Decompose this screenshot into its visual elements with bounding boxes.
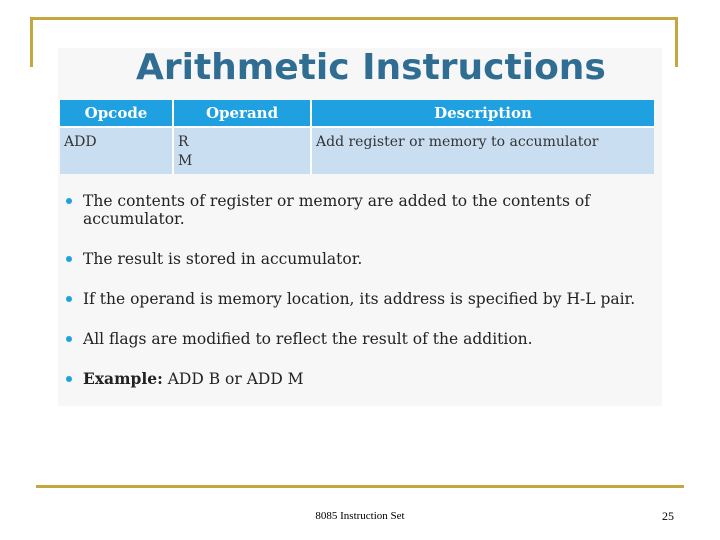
operand-register: R bbox=[178, 134, 189, 150]
list-item bbox=[64, 370, 654, 388]
example-label: Example: bbox=[83, 369, 163, 388]
cell-opcode: ADD bbox=[60, 127, 173, 174]
list-item bbox=[64, 330, 654, 348]
header-operand: Operand bbox=[173, 100, 311, 127]
page-number: 25 bbox=[662, 509, 674, 523]
operand-memory: M bbox=[178, 153, 193, 169]
footer-title: 8085 Instruction Set bbox=[315, 510, 405, 522]
list-item bbox=[64, 192, 654, 228]
header-opcode: Opcode bbox=[60, 100, 173, 127]
header-description: Description bbox=[311, 100, 654, 127]
table-header-row bbox=[60, 100, 654, 127]
list-item bbox=[64, 250, 654, 268]
bullet-dot-icon bbox=[66, 256, 72, 262]
bullet-text: The contents of register or memory are added to the contents of accumulator. bbox=[83, 192, 590, 228]
frame-right-rule bbox=[675, 17, 678, 67]
bullet-text: All flags are modified to reflect the result of the addition. bbox=[83, 330, 533, 348]
bullet-dot-icon bbox=[66, 376, 72, 382]
list-item bbox=[64, 290, 654, 308]
bullet-list bbox=[64, 192, 654, 410]
bullet-text: The result is stored in accumulator. bbox=[83, 250, 363, 268]
example-text: ADD B or ADD M bbox=[162, 370, 304, 388]
instruction-table bbox=[60, 100, 654, 174]
bullet-dot-icon bbox=[66, 296, 72, 302]
cell-operand bbox=[173, 127, 311, 174]
frame-left-rule bbox=[30, 17, 33, 67]
slide-content bbox=[58, 48, 662, 406]
bullet-dot-icon bbox=[66, 336, 72, 342]
bullet-dot-icon bbox=[66, 198, 72, 204]
cell-description: Add register or memory to accumulator bbox=[311, 127, 654, 174]
frame-bottom-rule bbox=[36, 485, 684, 488]
table-row bbox=[60, 127, 654, 174]
frame-top-rule bbox=[30, 17, 678, 20]
slide-title: Arithmetic Instructions bbox=[136, 47, 606, 88]
bullet-text: If the operand is memory location, its address is specified by H-L pair. bbox=[83, 290, 636, 308]
